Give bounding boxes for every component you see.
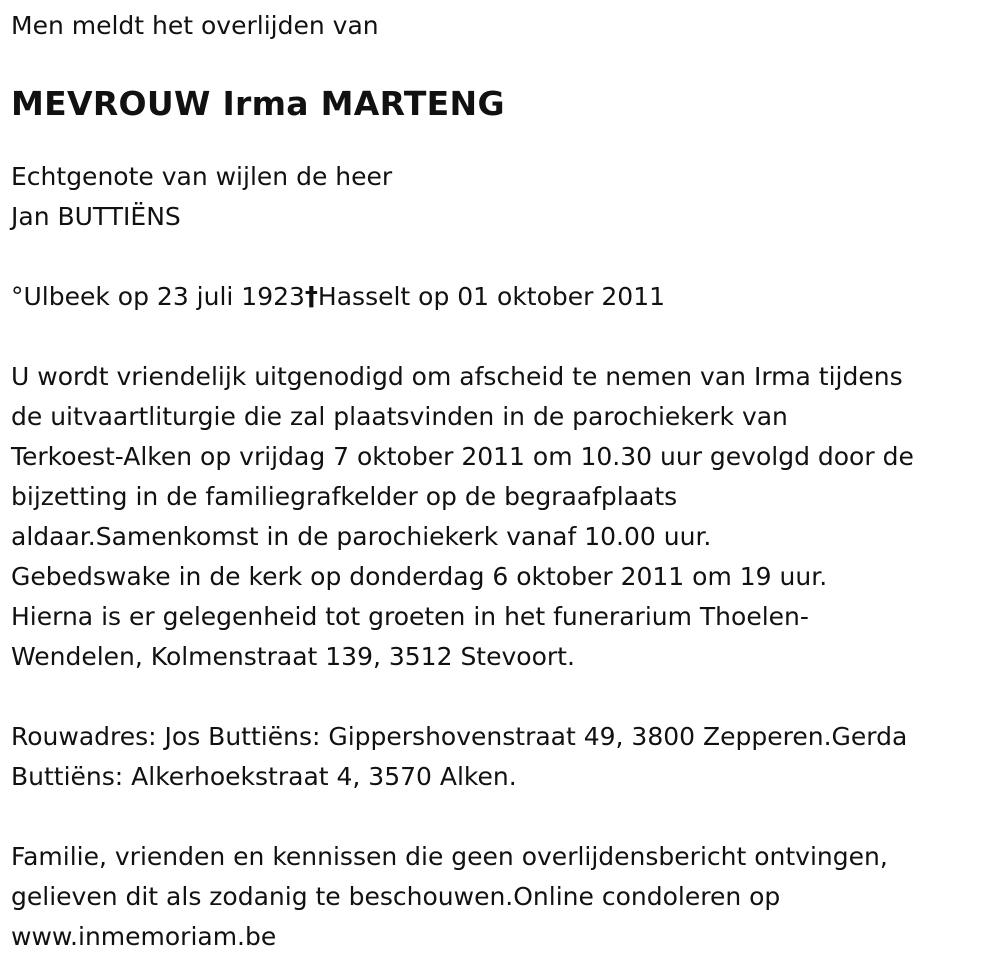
closing-line: Familie, vrienden en kennissen die geen overlijdensbericht ontvingen, bbox=[11, 842, 888, 871]
closing-paragraph bbox=[11, 837, 986, 957]
ceremony-line: bijzetting in de familiegrafkelder op de begraafplaats bbox=[11, 482, 678, 511]
mourning-address-paragraph bbox=[11, 717, 986, 797]
birth-info: °Ulbeek op 23 juli 1923 bbox=[11, 282, 305, 311]
ceremony-line: Wendelen, Kolmenstraat 139, 3512 Stevoort. bbox=[11, 642, 575, 671]
ceremony-paragraph bbox=[11, 357, 986, 677]
ceremony-line: aldaar.Samenkomst in de parochiekerk vanaf 10.00 uur. bbox=[11, 522, 712, 551]
ceremony-line: de uitvaartliturgie die zal plaatsvinden in de parochiekerk van bbox=[11, 402, 788, 431]
closing-line: gelieven dit als zodanig te beschouwen.Online condoleren op bbox=[11, 882, 781, 911]
intro-text: Men meldt het overlijden van bbox=[11, 11, 379, 40]
spouse-info bbox=[11, 157, 986, 237]
ceremony-line: Gebedswake in de kerk op donderdag 6 oktober 2011 om 19 uur. bbox=[11, 562, 828, 591]
ceremony-line: Hierna is er gelegenheid tot groeten in het funerarium Thoelen- bbox=[11, 602, 809, 631]
ceremony-line: Terkoest-Alken op vrijdag 7 oktober 2011 om 10.30 uur gevolgd door de bbox=[11, 442, 914, 471]
life-dates bbox=[11, 277, 986, 317]
address-line: Rouwadres: Jos Buttiëns: Gippershovenstraat 49, 3800 Zepperen.Gerda bbox=[11, 722, 908, 751]
spouse-line-2: Jan BUTTIËNS bbox=[11, 202, 181, 231]
death-info: Hasselt op 01 oktober 2011 bbox=[317, 282, 666, 311]
spouse-line-1: Echtgenote van wijlen de heer bbox=[11, 162, 393, 191]
cross-icon: † bbox=[304, 282, 318, 312]
address-line: Buttiëns: Alkerhoekstraat 4, 3570 Alken. bbox=[11, 762, 517, 791]
obituary-notice bbox=[11, 6, 986, 957]
condolence-website: www.inmemoriam.be bbox=[11, 922, 277, 951]
ceremony-line: U wordt vriendelijk uitgenodigd om afscheid te nemen van Irma tijdens bbox=[11, 362, 903, 391]
deceased-name: MEVROUW Irma MARTENG bbox=[11, 84, 505, 123]
